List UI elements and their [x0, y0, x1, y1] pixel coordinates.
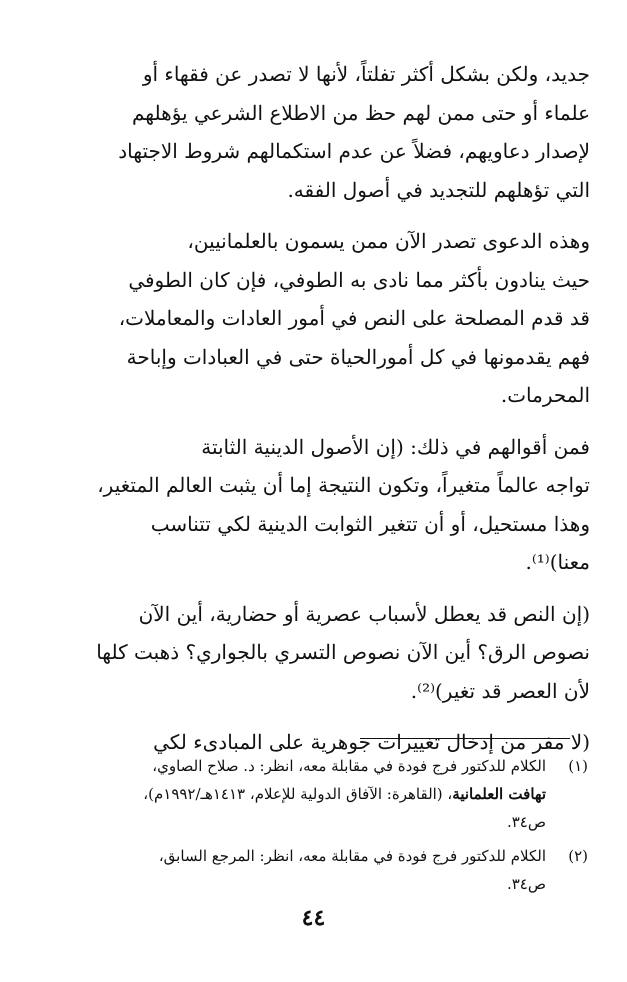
main-text	[30, 55, 590, 775]
footnote-line: ص٣٤.	[506, 875, 546, 893]
text-line: لأن العصر قد تغير)⁽²⁾.	[410, 678, 590, 703]
text-line: تواجه عالماً متغيراً، وتكون النتيجة إما أن يثبت العالم المتغير،	[97, 473, 590, 497]
footnote-line: الكلام للدكتور فرج فودة في مقابلة معه، انظر: د. صلاح الصاوي،	[152, 757, 546, 775]
footnote-2	[32, 842, 588, 898]
text-line: وهذا مستحيل، أو أن تتغير الثوابت الدينية لكي تتناسب	[150, 511, 590, 536]
text-line: المحرمات.	[500, 383, 590, 407]
paragraph-2	[30, 222, 590, 415]
text-line: علماء أو حتى ممن لهم حظ من الاطلاع الشرعي يؤهلهم	[132, 100, 590, 125]
footnote-line: الكلام للدكتور فرج فودة في مقابلة معه، انظر: المرجع السابق،	[158, 847, 546, 865]
text-line: فهم يقدمونها في كل أمورالحياة حتى في العبادات وإباحة	[126, 344, 590, 369]
citation-details: ، (القاهرة: الآفاق الدولية للإعلام، ١٤١٣هـ/١٩٩٢م)،	[143, 785, 453, 803]
text-line: حيث ينادون بأكثر مما نادى به الطوفي، فإن كان الطوفي	[128, 267, 590, 292]
text-line: جديد، ولكن بشكل أكثر تفلتاً، لأنها لا تصدر عن فقهاء أو	[142, 62, 590, 86]
text-line: (إن النص قد يعطل لأسباب عصرية أو حضارية، أين الآن	[138, 601, 590, 626]
text-line: قد قدم المصلحة على النص في أمور العادات والمعاملات،	[118, 306, 590, 330]
text-line: نصوص الرق؟ أين الآن نصوص التسري بالجواري؟ ذهبت كلها	[96, 640, 590, 664]
book-title: تهافت العلمانية	[452, 785, 546, 803]
footnote-number: (١)	[568, 757, 588, 775]
paragraph-3	[30, 428, 590, 582]
text-line: وهذه الدعوى تصدر الآن ممن يسمون بالعلمانيين،	[187, 229, 590, 253]
footnotes	[32, 752, 588, 904]
text-line: معنا)⁽¹⁾.	[525, 550, 590, 574]
text-line: فمن أقوالهم في ذلك: (إن الأصول الدينية الثابتة	[201, 434, 590, 459]
text-line: التي تؤهلهم للتجديد في أصول الفقه.	[287, 177, 590, 202]
page-number: ٤٤	[301, 905, 326, 931]
paragraph-1	[30, 55, 590, 209]
footnote-line	[32, 780, 546, 808]
paragraph-4	[30, 595, 590, 711]
footnote-separator	[360, 738, 570, 739]
text-line: لإصدار دعاويهم، فضلاً عن عدم استكمالهم شروط الاجتهاد	[118, 139, 590, 163]
footnote-1	[32, 752, 588, 836]
text-line: (لا مفر من إدخال تغييرات جوهرية على المبادىء لكي	[153, 730, 590, 754]
footnote-number: (٢)	[568, 847, 588, 865]
footnote-line: ص٣٤.	[506, 813, 546, 831]
